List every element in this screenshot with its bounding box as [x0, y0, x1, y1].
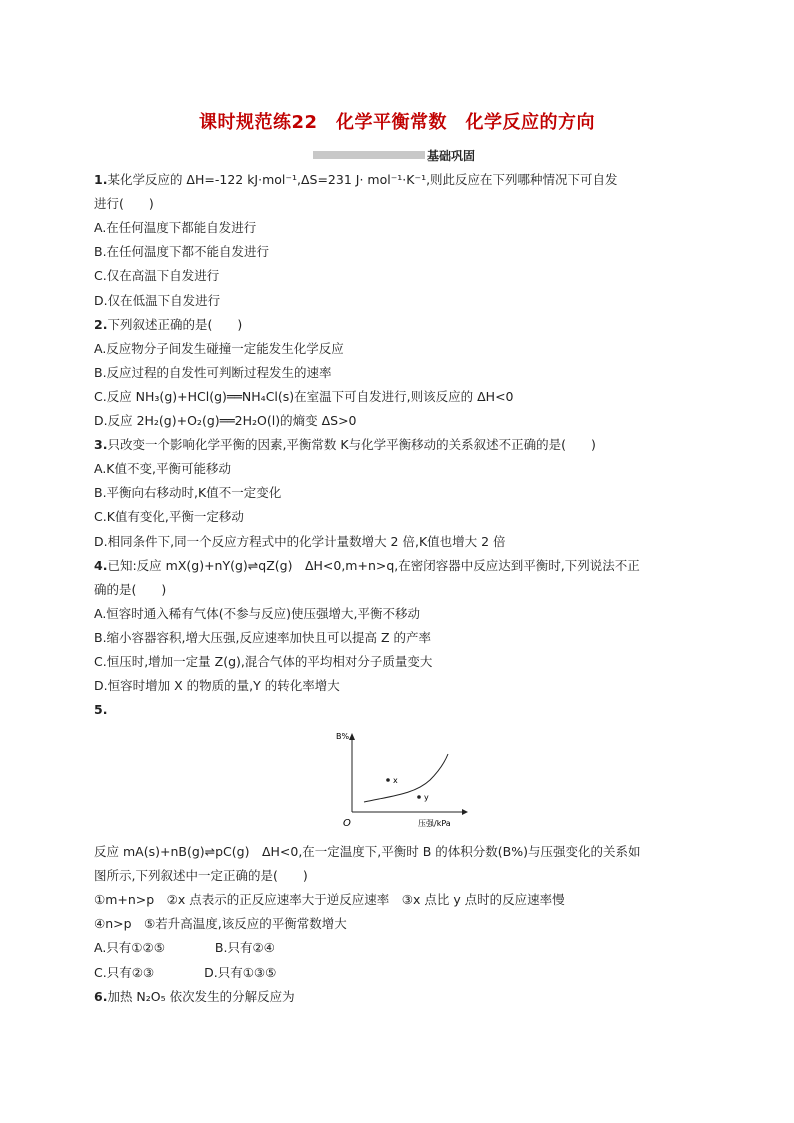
question-number: 4.: [94, 557, 108, 573]
line-text: B.在任何温度下都不能自发进行: [94, 244, 270, 260]
text-line: [94, 293, 220, 309]
x-axis-label: 压强/kPa: [418, 819, 451, 828]
y-axis-arrow: [349, 733, 355, 740]
text-line: [94, 341, 344, 357]
text-line: [94, 916, 347, 932]
line-text: C.只有②③ D.只有①③⑤: [94, 964, 277, 980]
line-text: B.缩小容器容积,增大压强,反应速率加快且可以提高 Z 的产率: [94, 629, 432, 645]
text-line: [94, 940, 275, 956]
text-line: [94, 365, 332, 381]
line-text: C.K值有变化,平衡一定移动: [94, 509, 244, 525]
line-text: A.K值不变,平衡可能移动: [94, 461, 231, 477]
point-y: [417, 795, 421, 799]
line-text: 进行( ): [94, 196, 154, 212]
line-text: D.相同条件下,同一个反应方程式中的化学计量数增大 2 倍,K值也增大 2 倍: [94, 533, 506, 549]
text-line: [94, 413, 357, 429]
text-line: [94, 702, 107, 718]
line-text: B.反应过程的自发性可判断过程发生的速率: [94, 364, 332, 380]
line-text: D.反应 2H₂(g)+O₂(g)══2H₂O(l)的熵变 ΔS>0: [94, 413, 357, 428]
line-text: 图所示,下列叙述中一定正确的是( ): [94, 868, 308, 884]
question-number: 1.: [94, 172, 108, 187]
line-text: 某化学反应的 ΔH=-122 kJ·mol⁻¹,ΔS=231 J· mol⁻¹·K⁻¹,则此反应在下列哪种情况下可自发: [107, 172, 618, 187]
question-number: 3.: [94, 437, 108, 453]
point-x-label: x: [393, 776, 398, 785]
line-text: A.恒容时通入稀有气体(不参与反应)使压强增大,平衡不移动: [94, 605, 421, 621]
text-line: [94, 437, 596, 453]
text-line: [94, 558, 640, 574]
text-line: [94, 268, 219, 284]
line-text: B.平衡向右移动时,K值不一定变化: [94, 485, 282, 501]
line-text: 反应 mA(s)+nB(g)⇌pC(g) ΔH<0,在一定温度下,平衡时 B 的体积分数(B%)与压强变化的关系如: [94, 844, 641, 859]
line-text: 加热 N₂O₅ 依次发生的分解反应为: [107, 988, 295, 1004]
x-axis-arrow: [462, 809, 468, 815]
text-line: [94, 678, 340, 694]
text-line: [94, 244, 269, 260]
text-line: [94, 989, 295, 1005]
section-divider-bar: [313, 151, 425, 159]
question-number: 2.: [94, 316, 108, 332]
text-line: [94, 606, 420, 622]
text-line: [94, 868, 308, 884]
line-text: C.恒压时,增加一定量 Z(g),混合气体的平均相对分子质量变大: [94, 654, 433, 669]
line-text: 已知:反应 mX(g)+nY(g)⇌qZ(g) ΔH<0,m+n>q,在密闭容器中反应达到平衡时,下列说法不正: [107, 557, 640, 573]
text-line: [94, 534, 506, 550]
line-text: 下列叙述正确的是( ): [107, 316, 243, 332]
text-line: [94, 892, 565, 908]
question-number: 5.: [94, 702, 108, 718]
line-text: A.只有①②⑤ B.只有②④: [94, 940, 275, 956]
point-x: [386, 778, 390, 782]
text-line: [94, 630, 431, 646]
line-text: 确的是( ): [94, 581, 167, 597]
question-number: 6.: [94, 988, 108, 1004]
text-line: [94, 509, 244, 525]
text-line: [94, 196, 154, 212]
line-text: C.仅在高温下自发进行: [94, 268, 220, 284]
text-line: [94, 844, 641, 860]
text-line: [94, 654, 432, 670]
line-text: A.反应物分子间发生碰撞一定能发生化学反应: [94, 340, 344, 356]
point-y-label: y: [424, 793, 429, 802]
line-text: D.恒容时增加 X 的物质的量,Y 的转化率增大: [94, 678, 340, 694]
text-line: [94, 220, 256, 236]
line-text: C.反应 NH₃(g)+HCl(g)══NH₄Cl(s)在室温下可自发进行,则该反应的 ΔH<0: [94, 388, 514, 404]
text-line: [94, 172, 618, 188]
line-text: ①m+n>p ②x 点表示的正反应速率大于逆反应速率 ③x 点比 y 点时的反应速率慢: [94, 892, 565, 908]
line-text: A.在任何温度下都能自发进行: [94, 220, 257, 236]
page-title: 课时规范练22 化学平衡常数 化学反应的方向: [198, 112, 596, 133]
origin-label: O: [343, 818, 351, 828]
line-text: D.仅在低温下自发进行: [94, 292, 221, 308]
text-line: [94, 485, 281, 501]
line-text: ④n>p ⑤若升高温度,该反应的平衡常数增大: [94, 916, 347, 932]
text-line: [94, 965, 276, 981]
text-line: [94, 461, 231, 477]
section-label: 基础巩固: [427, 149, 476, 163]
text-line: [94, 389, 514, 405]
text-line: [94, 317, 242, 333]
equilibrium-curve: [364, 754, 448, 802]
y-axis-label: B%: [336, 732, 350, 741]
text-line: [94, 582, 166, 598]
line-text: 只改变一个影响化学平衡的因素,平衡常数 K与化学平衡移动的关系叙述不正确的是( ): [107, 437, 596, 453]
pressure-vs-b-percent-figure: [330, 728, 470, 828]
